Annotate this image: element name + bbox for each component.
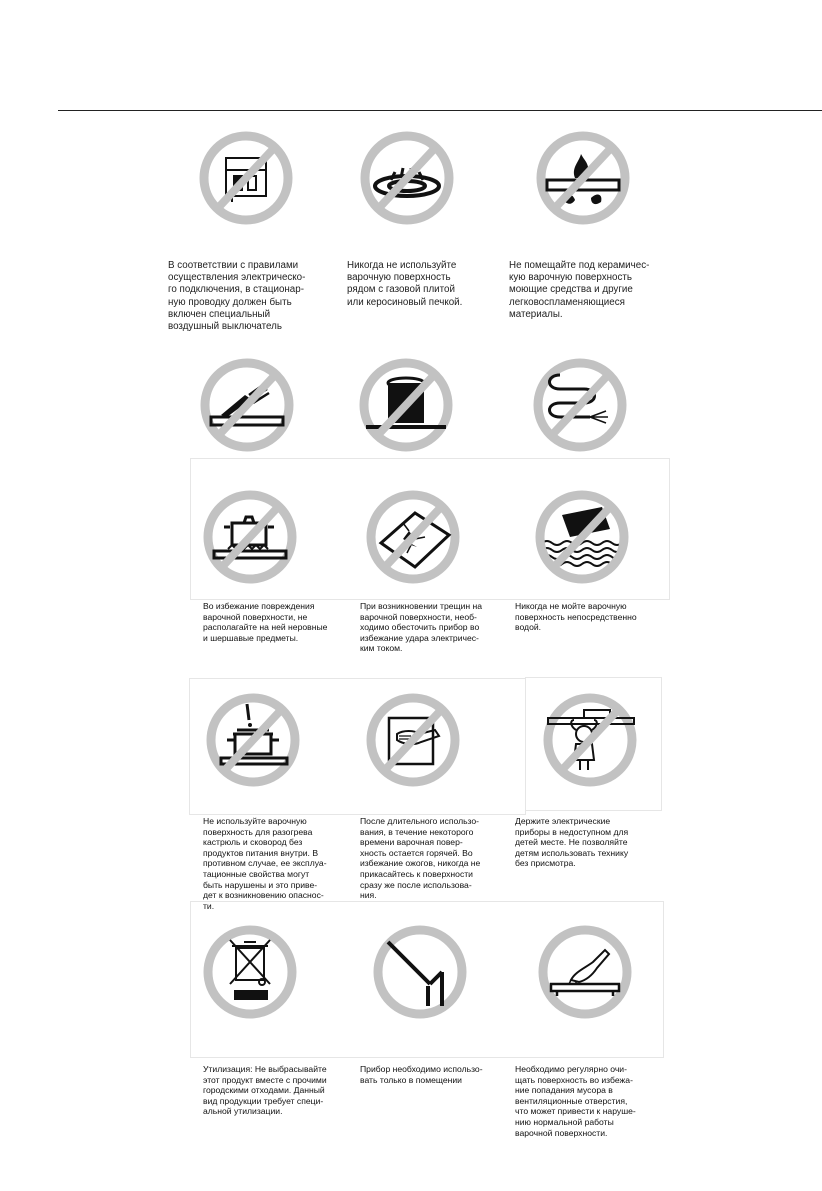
rough-pot-icon [200, 487, 300, 587]
caption-empty-pot-heating: Не используйте варочную поверхность для разогрева кастрюль и сковород без продуктов питания внутри. В противном случае, ее эксплуа- тационные свойства могут быть нарушены и это приве- дет к возникновению опаснос- ти. [203, 816, 327, 911]
cylinder-object-icon [356, 355, 456, 455]
caption-crossed-bin: Утилизация: Не выбрасывайте этот продукт вместе с прочими городскими отходами. Данный вид продукции требует специ- альной утилизации. [203, 1064, 327, 1117]
caption-washing-in-water: Никогда не мойте варочную поверхность непосредственно водой. [515, 601, 637, 633]
caption-clean-vents: Необходимо регулярно очи- щать поверхность во избежа- ние попадания мусора в вентиляционные отверстия, что может привести к наруше- нию нормальной работы варочной поверхности. [515, 1064, 636, 1138]
caption-rough-pot: Во избежание повреждения варочной поверхности, не располагайте на ней неровные и шершавые предметы. [203, 601, 328, 643]
caption-gas-burner: Никогда не используйте варочную поверхность рядом с газовой плитой или керосиновый печкой. [347, 260, 463, 308]
circuit-breaker-icon [196, 128, 296, 228]
clean-vents-icon [535, 922, 635, 1022]
coiled-cable-icon [530, 355, 630, 455]
caption-circuit-breaker: В соответствии с правилами осуществления электрическо- го подключения, в стационар- ную проводку должен быть включен специальный воздушный выключатель [168, 260, 306, 333]
caption-indoor-only: Прибор необходимо использо- вать только в помещении [360, 1064, 483, 1085]
caption-flammable-items: Не помещайте под керамичес- кую варочную поверхность моющие средства и другие легковоспламеняющиеся материалы. [509, 260, 650, 320]
fork-on-cooktop-icon [197, 355, 297, 455]
caption-child-near-cooktop: Держите электрические приборы в недоступном для детей месте. Не позволяйте детям использовать технику без присмотра. [515, 816, 629, 869]
flammable-items-icon [533, 128, 633, 228]
caption-hot-surface-hand: После длительного использо- вания, в течение некоторого времени варочная повер- хность остается горячей. Во избежание ожогов, никогда не прикасайтесь к поверхности сразу же после использова- ния. [360, 816, 481, 901]
cracked-glass-icon [363, 487, 463, 587]
child-near-cooktop-icon [540, 690, 640, 790]
hot-surface-hand-icon [363, 690, 463, 790]
header-rule [58, 110, 822, 111]
caption-cracked-glass: При возникновении трещин на варочной поверхности, необ- ходимо обесточить прибор во избежание удара электричес- ким током. [360, 601, 483, 654]
indoor-only-icon [370, 922, 470, 1022]
gas-burner-icon [357, 128, 457, 228]
empty-pot-heating-icon [203, 690, 303, 790]
crossed-bin-icon [200, 922, 300, 1022]
washing-in-water-icon [532, 487, 632, 587]
